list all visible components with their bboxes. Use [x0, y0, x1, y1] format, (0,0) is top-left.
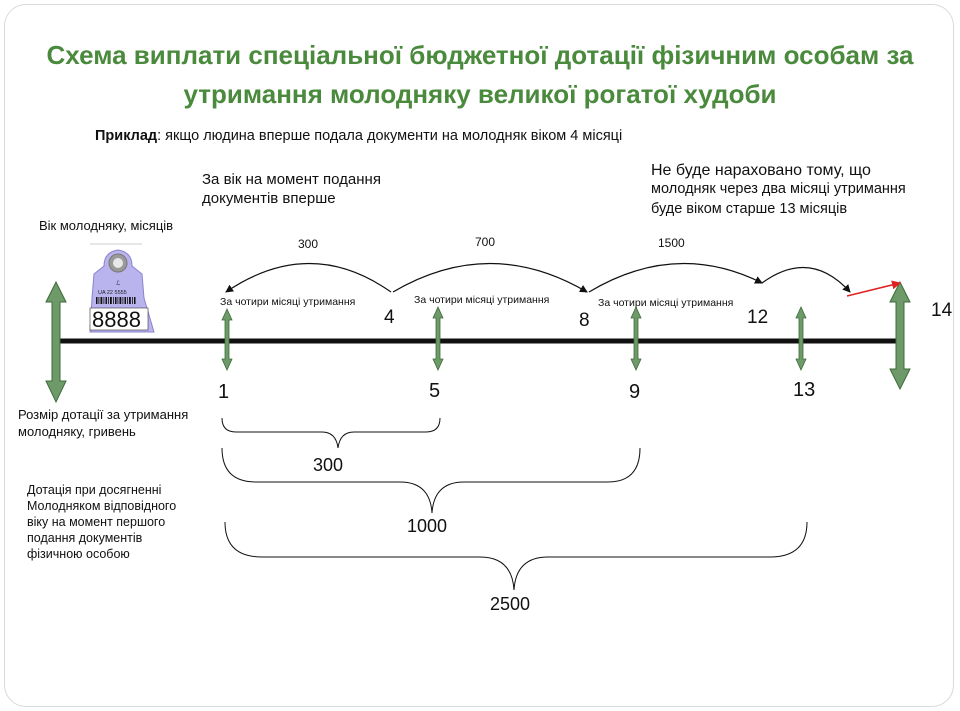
age-12: 12 — [747, 307, 769, 328]
arc-label-3: За чотири місяці утримання — [598, 297, 734, 309]
arc-label-1: За чотири місяці утримання — [220, 296, 356, 308]
subsidy-note-1: Дотація при досягненні — [27, 483, 162, 497]
svg-text:ℒ: ℒ — [116, 281, 121, 287]
age-8: 8 — [579, 310, 590, 331]
brace-1-to-13 — [225, 522, 807, 590]
brace-1-to-9 — [222, 448, 640, 513]
age-14: 14 — [931, 300, 953, 321]
right-double-arrow — [890, 282, 910, 389]
axis-bottom-label-1: Розмір дотації за утримання — [18, 407, 189, 422]
age-5: 5 — [429, 380, 441, 402]
arc-amount-3: 1500 — [658, 236, 685, 250]
subsidy-note-3: віку на момент першого — [27, 515, 166, 529]
not-accrued-line-2: молодняк через два місяці утримання — [651, 181, 906, 197]
total-2500: 2500 — [490, 594, 531, 614]
example-text: : якщо людина вперше подала документи на молодняк віком 4 місяці — [157, 128, 623, 144]
arc-label-2: За чотири місяці утримання — [414, 294, 550, 306]
age-at-submission-line-2: документів вперше — [202, 190, 336, 207]
arc-12-to-14 — [762, 267, 850, 292]
ear-tag-number: 8888 — [92, 307, 141, 332]
example-bold: Приклад — [95, 128, 158, 144]
subsidy-note-2: Молодняком відповідного — [27, 499, 177, 513]
ear-tag-code: UA 22 5555 — [98, 290, 127, 296]
total-300: 300 — [313, 455, 344, 475]
subsidy-note-5: фізичною особою — [27, 547, 130, 561]
arc-1-to-4 — [226, 264, 391, 293]
age-at-submission-line-1: За вік на момент подання — [202, 171, 381, 188]
arc-amount-1: 300 — [298, 237, 319, 251]
not-accrued-line-3: буде віком старше 13 місяців — [651, 201, 848, 217]
brace-1-to-5 — [222, 418, 440, 448]
total-1000: 1000 — [407, 516, 448, 536]
arc-4-to-8 — [393, 264, 587, 293]
age-4: 4 — [384, 307, 395, 328]
arc-8-to-12 — [589, 264, 762, 292]
not-accrued-line-1: Не буде нараховано тому, що — [651, 162, 871, 179]
subsidy-note-4: подання документів — [27, 531, 143, 545]
age-1: 1 — [218, 381, 230, 403]
red-arrow — [847, 283, 900, 296]
axis-top-label: Вік молодняку, місяців — [39, 218, 174, 233]
age-13: 13 — [793, 379, 816, 401]
axis-bottom-label-2: молодняку, гривень — [18, 424, 136, 439]
slide-title: Схема виплати спеціальної бюджетної дотації фізичним особам за утримання молодняку великої рогатої худоби — [46, 40, 914, 109]
age-9: 9 — [629, 381, 641, 403]
ear-tag-icon — [82, 238, 158, 334]
arc-amount-2: 700 — [475, 235, 496, 249]
